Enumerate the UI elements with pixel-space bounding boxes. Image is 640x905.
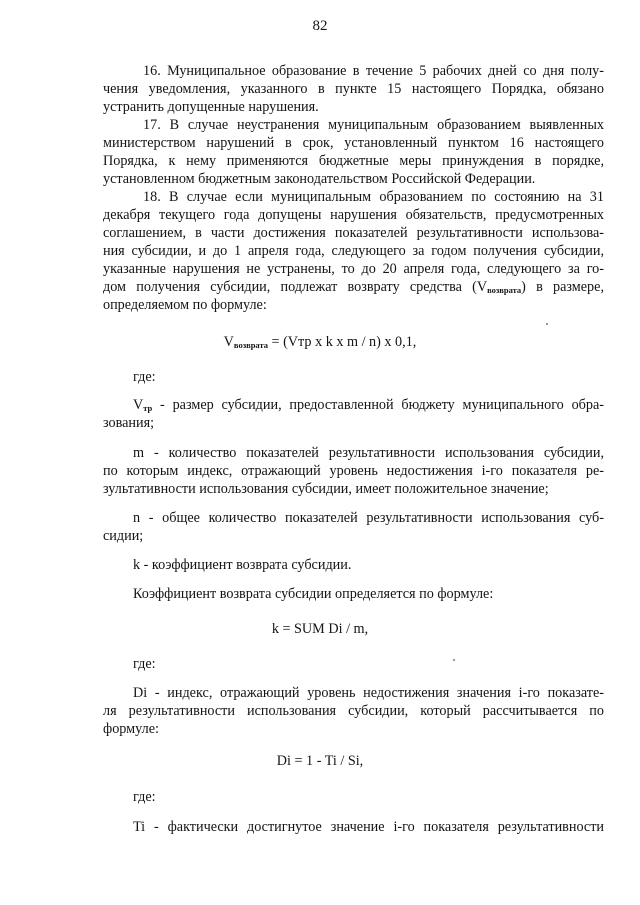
where-label: где: bbox=[133, 789, 156, 805]
text-line: m - количество показателей результативности использования субсидии, bbox=[133, 445, 604, 461]
text-line: декабря текущего года допущены нарушения обязательств, предусмотренных bbox=[103, 207, 604, 223]
text-line: n - общее количество показателей результативности использования суб- bbox=[133, 510, 604, 526]
paragraph-17 bbox=[103, 116, 604, 188]
definition-k: k - коэффициент возврата субсидии. bbox=[133, 557, 352, 573]
text-line: чения уведомления, указанного в пункте 15 настоящего Порядка, обязано bbox=[103, 81, 604, 97]
text-line: по которым индекс, отражающий уровень недостижения i-го показателя ре- bbox=[103, 463, 604, 479]
subscript: тр bbox=[143, 403, 153, 413]
definition-di bbox=[103, 684, 604, 738]
text-line: установленном бюджетным законодательством Российской Федерации. bbox=[103, 171, 536, 187]
paragraph-18 bbox=[103, 188, 604, 314]
text-line: ния субсидии, и до 1 апреля года, следующего за годом получения субсидии, bbox=[103, 243, 604, 259]
page-number: 82 bbox=[312, 18, 328, 34]
where-label: где: bbox=[133, 369, 156, 385]
text-line: 16. Муниципальное образование в течение 5 рабочих дней со дня полу- bbox=[143, 63, 604, 79]
text-fragment: V bbox=[133, 397, 144, 413]
text-line: зования; bbox=[103, 415, 155, 431]
definition-m bbox=[103, 444, 604, 498]
text-line: 17. В случае неустранения муниципальным образованием выявленных bbox=[143, 117, 604, 133]
scan-speck bbox=[546, 323, 548, 325]
formula-symbol: V bbox=[223, 334, 234, 350]
text-fragment: дом получения субсидии, подлежат возврату средства (V bbox=[103, 279, 488, 295]
paragraph-16 bbox=[103, 62, 604, 116]
text-line: зультативности использования субсидии, имеет положительное значение; bbox=[103, 481, 549, 497]
text-fragment: - размер субсидии, предоставленной бюджету муниципального обра- bbox=[152, 397, 604, 413]
definition-vtr bbox=[103, 396, 604, 432]
text-line: сидии; bbox=[103, 528, 144, 544]
text-line: указанные нарушения не устранены, то до 20 апреля года, следующего за го- bbox=[103, 261, 604, 277]
where-label: где: bbox=[133, 656, 156, 672]
formula-return-volume bbox=[0, 333, 640, 354]
subscript: возврата bbox=[233, 340, 268, 350]
text-line: Di - индекс, отражающий уровень недостижения значения i-го показате- bbox=[133, 685, 604, 701]
text-line: министерством нарушений в срок, установленный пунктом 16 настоящего bbox=[103, 135, 604, 151]
text-line: Ti - фактически достигнутое значение i-го показателя результативности bbox=[133, 819, 604, 835]
text-line: устранить допущенные нарушения. bbox=[103, 99, 319, 115]
text-line: соглашением, в части достижения показателей результативности использова- bbox=[103, 225, 604, 241]
k-formula-intro: Коэффициент возврата субсидии определяется по формуле: bbox=[133, 586, 494, 602]
text-fragment: ) в размере, bbox=[521, 279, 604, 295]
text-line-with-subscript bbox=[103, 396, 604, 414]
scan-speck bbox=[453, 659, 455, 661]
text-line: Порядка, к нему применяются бюджетные меры принуждения в порядке, bbox=[103, 153, 604, 169]
definition-n bbox=[103, 509, 604, 545]
text-line: определяемом по формуле: bbox=[103, 297, 267, 313]
formula-k: k = SUM Di / m, bbox=[271, 621, 369, 637]
text-line-with-subscript bbox=[103, 278, 604, 296]
formula-di: Di = 1 - Ti / Si, bbox=[276, 753, 364, 769]
definition-ti bbox=[103, 818, 604, 836]
formula-expression: = (Vтр x k x m / n) x 0,1, bbox=[267, 334, 417, 350]
text-line: формуле: bbox=[103, 721, 159, 737]
text-line: 18. В случае если муниципальным образованием по состоянию на 31 bbox=[143, 189, 604, 205]
text-line: ля результативности использования субсидии, который рассчитывается по bbox=[103, 703, 604, 719]
subscript: возврата bbox=[487, 285, 522, 295]
